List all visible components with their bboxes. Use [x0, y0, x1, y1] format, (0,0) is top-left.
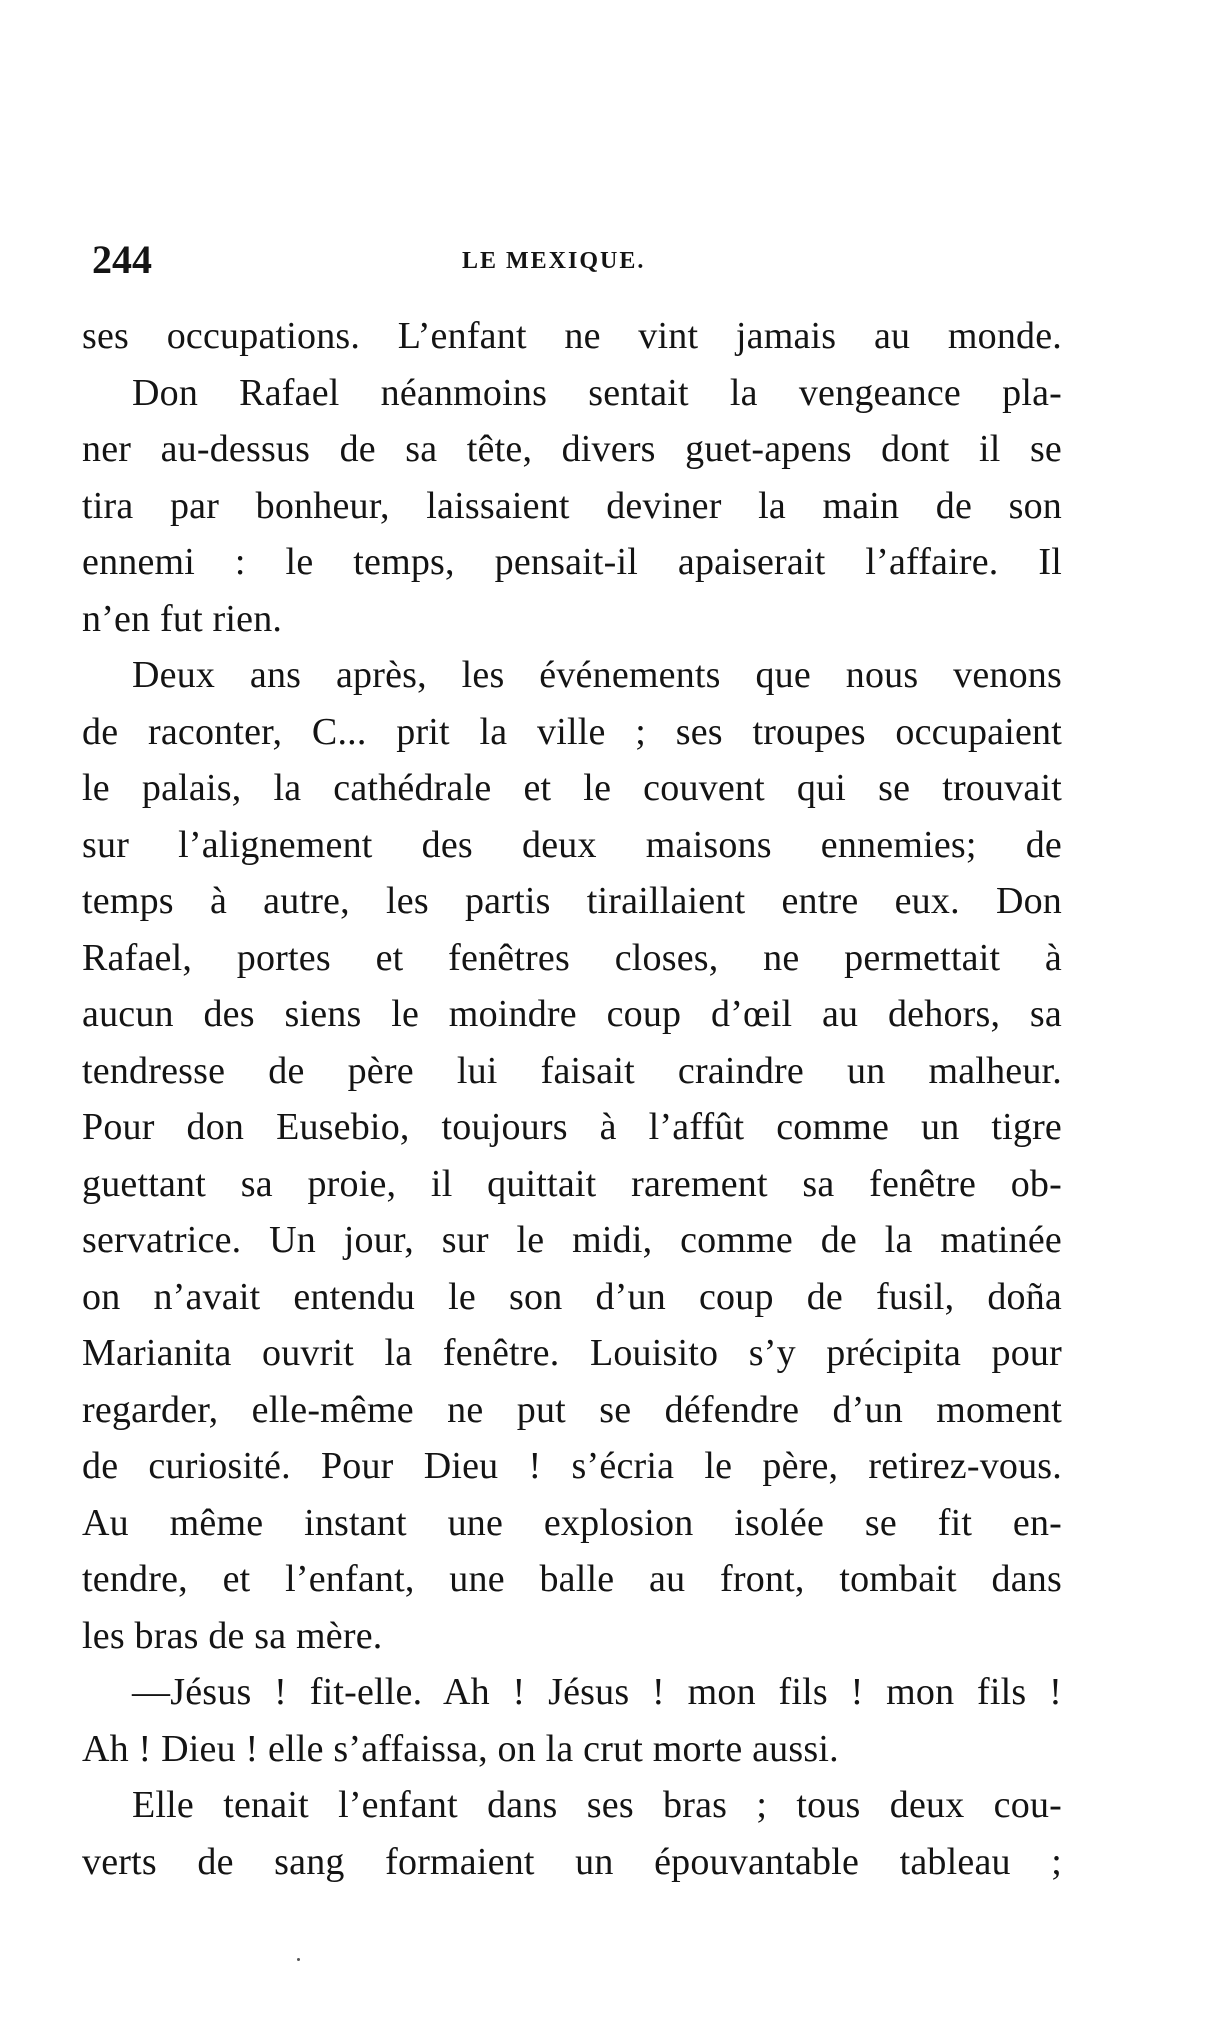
text-line: de curiosité. Pour Dieu ! s’écria le père, retirez-vous.	[82, 1445, 1062, 1487]
text-line: verts de sang formaient un épouvantable tableau ;	[82, 1840, 1062, 1883]
page-header	[92, 235, 1092, 285]
text-line: sur l’alignement des deux maisons ennemies; de	[82, 823, 1062, 866]
text-line: n’en fut rien.	[82, 597, 283, 640]
text-line: tendresse de père lui faisait craindre un malheur.	[82, 1049, 1062, 1092]
text-line: ses occupations. L’enfant ne vint jamais au monde.	[82, 315, 1062, 357]
text-line: ner au-dessus de sa tête, divers guet-apens dont il se	[82, 428, 1062, 470]
printing-speck	[297, 1958, 300, 1961]
text-line: Deux ans après, les événements que nous venons	[132, 654, 1062, 696]
text-line: Elle tenait l’enfant dans ses bras ; tous deux cou-	[132, 1784, 1062, 1826]
page-number: 244	[92, 237, 152, 282]
text-line: guettant sa proie, il quittait rarement sa fenêtre ob-	[82, 1162, 1062, 1205]
text-line: Rafael, portes et fenêtres closes, ne permettait à	[82, 936, 1062, 979]
text-line: Marianita ouvrit la fenêtre. Louisito s’y précipita pour	[82, 1332, 1062, 1374]
text-line: aucun des siens le moindre coup d’œil au dehors, sa	[82, 993, 1062, 1035]
running-title: LE MEXIQUE.	[462, 248, 646, 274]
body-text	[82, 308, 1062, 1890]
text-line: les bras de sa mère.	[82, 1614, 383, 1657]
text-line: Au même instant une explosion isolée se fit en-	[82, 1501, 1062, 1544]
text-line: tendre, et l’enfant, une balle au front, tombait dans	[82, 1558, 1062, 1600]
text-line: de raconter, C... prit la ville ; ses troupes occupaient	[82, 710, 1062, 753]
text-line: —Jésus ! fit-elle. Ah ! Jésus ! mon fils ! mon fils !	[132, 1671, 1062, 1713]
text-line: Pour don Eusebio, toujours à l’affût comme un tigre	[82, 1106, 1062, 1148]
text-line: on n’avait entendu le son d’un coup de fusil, doña	[82, 1275, 1062, 1318]
text-line: le palais, la cathédrale et le couvent qui se trouvait	[82, 767, 1062, 809]
text-line: ennemi : le temps, pensait-il apaiserait l’affaire. Il	[82, 541, 1062, 583]
text-line: regarder, elle-même ne put se défendre d’un moment	[82, 1388, 1062, 1431]
text-line: servatrice. Un jour, sur le midi, comme de la matinée	[82, 1219, 1062, 1261]
text-line: Ah ! Dieu ! elle s’affaissa, on la crut morte aussi.	[82, 1727, 839, 1770]
text-line: temps à autre, les partis tiraillaient entre eux. Don	[82, 880, 1062, 922]
text-line: Don Rafael néanmoins sentait la vengeance pla-	[132, 371, 1062, 414]
text-line: tira par bonheur, laissaient deviner la main de son	[82, 484, 1062, 527]
